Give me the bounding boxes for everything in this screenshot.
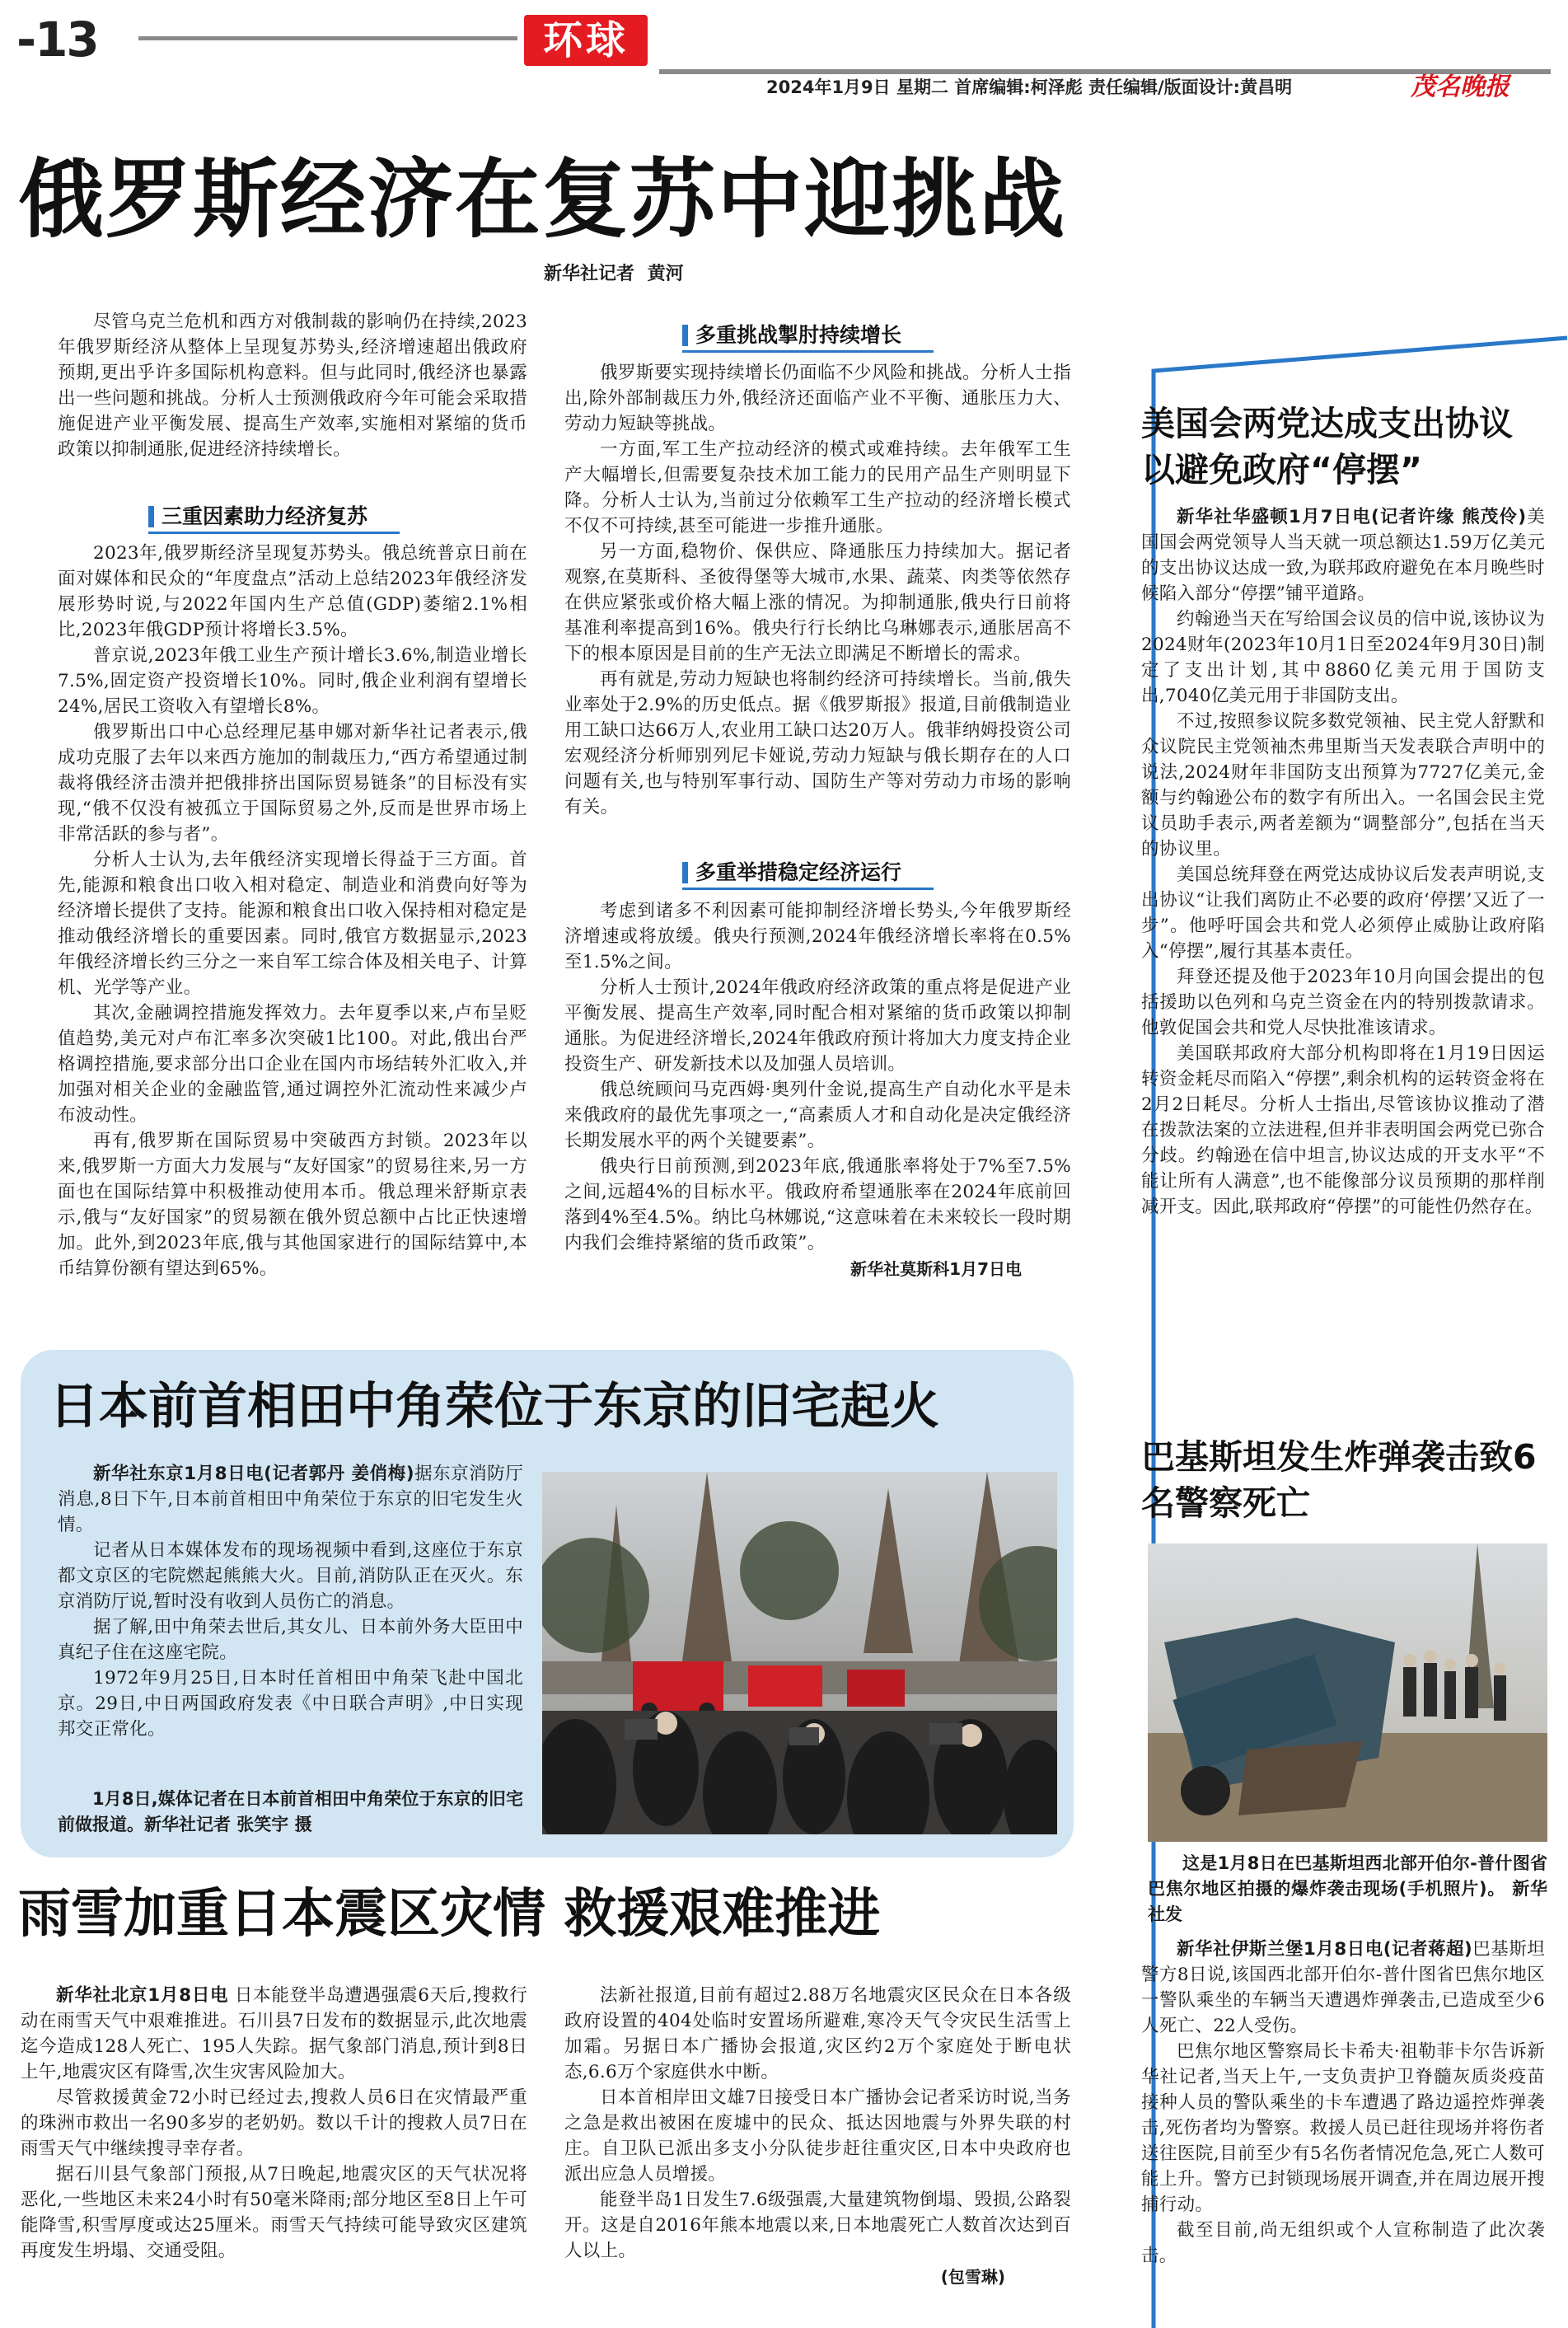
- quake-para: [21, 1983, 527, 2085]
- lead-para: 再有,俄罗斯在国际贸易中突破西方封锁。2023年以来,俄罗斯一方面大力发展与“友好国家”的贸易往来,另一方面也在国际结算中积极推动使用本币。俄总理米舒斯京表示,俄与“友好国家”的贸易额在俄外贸总额中占比正快速增加。此外,到2023年底,俄与其他国家进行的国际结算中,本币结算份额有望达到65%。: [58, 1131, 527, 1279]
- japan-fire-para: 1972年9月25日,日本时任首相田中角荣飞赴中国北京。29日,中日两国政府发表《中日联合声明》,中日实现邦交正常化。: [58, 1668, 523, 1740]
- lead-column-2b: [564, 898, 1071, 1280]
- quake-para-text: 日本能登半岛遭遇强震6天后,搜救行动在雨雪天气中艰难推进。石川县7日发布的数据显示,此次地震迄今造成128人死亡、195人失踪。据气象部门消息,预计到8日上午,地震灾区有降雪,次生灾害风险加大。: [21, 1985, 527, 2082]
- quake-para: 日本首相岸田文雄7日接受日本广播协会记者采访时说,当务之急是救出被困在废墟中的民众、抵达因地震与外界失联的村庄。自卫队已派出多支小分队徒步赶往重灾区,日本中央政府也派出应急人员增援。: [564, 2087, 1071, 2185]
- pakistan-photo: [1148, 1543, 1547, 1842]
- lead-para: 俄央行日前预测,到2023年底,俄通胀率将处于7%至7.5%之间,远超4%的目标水平。俄政府希望通胀率在2024年底前回落到4%至4.5%。纳比乌林娜说,“这意味着在未来较长一段时期内我们会维持紧缩的货币政策”。: [564, 1156, 1071, 1253]
- japan-fire-text: [58, 1461, 523, 1742]
- us-para: [1141, 504, 1545, 607]
- pakistan-para: [1141, 1937, 1545, 2039]
- page-number: -13: [16, 12, 98, 68]
- lead-para: 考虑到诸多不利因素可能抑制经济增长势头,今年俄罗斯经济增速或将放缓。俄央行预测,2024年俄经济增长率将在0.5%至1.5%之间。: [564, 901, 1071, 972]
- subhead-3: 多重举措稳定经济运行: [682, 859, 934, 887]
- dateline: 2024年1月9日 星期二 首席编辑:柯泽彪 责任编辑/版面设计:黄昌明: [766, 77, 1293, 97]
- brand-logo: 茂名晚报: [1411, 73, 1509, 101]
- us-story: [1141, 504, 1545, 1220]
- lead-para: 分析人士认为,去年俄经济实现增长得益于三方面。首先,能源和粮食出口收入相对稳定、制造业和消费向好等为经济增长提供了支持。能源和粮食出口收入保持相对稳定是推动俄经济增长的重要因素。同时,俄官方数据显示,2023年俄经济增长约三分之一来自军工综合体及相关电子、计算机、光学等产业。: [58, 850, 527, 998]
- us-para: 约翰逊当天在写给国会议员的信中说,该协议为2024财年(2023年10月1日至2024年9月30日)制定了支出计划,其中8860亿美元用于国防支出,7040亿美元用于非国防支出。: [1141, 609, 1545, 706]
- japan-fire-para: 据了解,田中角荣去世后,其女儿、日本前外务大臣田中真纪子住在这座宅院。: [58, 1617, 523, 1663]
- japan-fire-para: [58, 1461, 523, 1538]
- us-lead-bold: 新华社华盛顿1月7日电(记者许缘 熊茂伶): [1177, 507, 1527, 527]
- pakistan-caption: 这是1月8日在巴基斯坦西北部开伯尔-普什图省巴焦尔地区拍摄的爆炸袭击现场(手机照片)。 新华社发: [1148, 1853, 1547, 1924]
- lead-para: 普京说,2023年俄工业生产预计增长3.6%,制造业增长7.5%,固定资产投资增长10%。同时,俄企业利润有望增长24%,居民工资收入有望增长8%。: [58, 645, 527, 717]
- japan-fire-para: 记者从日本媒体发布的现场视频中看到,这座位于东京都文京区的宅院燃起熊熊大火。目前,消防队正在灭火。东京消防厅说,暂时没有收到人员伤亡的消息。: [58, 1540, 523, 1612]
- quake-para: 尽管救援黄金72小时已经过去,搜救人员6日在灾情最严重的珠洲市救出一名90多岁的老奶奶。数以千计的搜救人员7日在雨雪天气中继续搜寻幸存者。: [21, 2087, 527, 2159]
- japan-fire-para-text: 据东京消防厅消息,8日下午,日本前首相田中角荣位于东京的旧宅发生火情。: [58, 1464, 523, 1535]
- us-para-text: 美国国会两党领导人当天就一项总额达1.59万亿美元的支出协议达成一致,为联邦政府避免在本月晚些时候陷入部分“停摆”铺平道路。: [1141, 507, 1545, 604]
- lead-column-2a: [564, 360, 1071, 820]
- subhead-1: 三重因素助力经济复苏: [148, 503, 400, 531]
- section-badge: 环球: [524, 15, 648, 66]
- quake-para: 法新社报道,目前有超过2.88万名地震灾区民众在日本各级政府设置的404处临时安置场所避难,寒冷天气令灾民生活雪上加霜。另据日本广播协会报道,灾区约2万个家庭处于断电状态,6.6万个家庭供水中断。: [564, 1985, 1071, 2082]
- us-para: 不过,按照参议院多数党领袖、民主党人舒默和众议院民主党领袖杰弗里斯当天发表联合声明中的说法,2024财年非国防支出预算为7727亿美元,金额与约翰逊公布的数字有所出入。一名国会民主党议员助手表示,两者差额为“调整部分”,包括在当天的协议里。: [1141, 711, 1545, 860]
- quake-column-2: [564, 1983, 1071, 2288]
- lead-para: 其次,金融调控措施发挥效力。去年夏季以来,卢布呈贬值趋势,美元对卢布汇率多次突破1比100。对此,俄出台严格调控措施,要求部分出口企业在国内市场结转外汇收入,并加强对相关企业的金融监管,通过调控外汇流动性来减少卢布波动性。: [58, 1003, 527, 1126]
- lead-column-1-body: [58, 541, 527, 1281]
- quake-lead-bold: 新华社北京1月8日电: [56, 1985, 229, 2006]
- quake-headline: 雨雪加重日本震区灾情 救援艰难推进: [18, 1884, 881, 1945]
- lead-para: 再有就是,劳动力短缺也将制约经济可持续增长。当前,俄失业率处于2.9%的历史低点。据《俄罗斯报》报道,目前俄制造业用工缺口达66万人,农业用工缺口达20万人。俄菲纳姆投资公司宏观经济分析师别列尼卡娅说,劳动力短缺与俄长期存在的人口问题有关,也与特别军事行动、国防生产等对劳动力市场的影响有关。: [564, 669, 1071, 817]
- lead-column-1: [58, 309, 527, 462]
- pakistan-headline: 巴基斯坦发生炸弹袭击致6名警察死亡: [1141, 1437, 1537, 1523]
- quake-para: 能登半岛1日发生7.6级强震,大量建筑物倒塌、毁损,公路裂开。这是自2016年熊本地震以来,日本地震死亡人数首次达到百人以上。: [564, 2190, 1071, 2261]
- header-rule-left: [138, 36, 517, 40]
- quake-column-1: [21, 1983, 527, 2264]
- lead-intro: 尽管乌克兰危机和西方对俄制裁的影响仍在持续,2023年俄罗斯经济从整体上呈现复苏势头,经济增速超出俄政府预期,更出乎许多国际机构意料。但与此同时,俄经济也暴露出一些问题和挑战。分析人士预测俄政府今年可能会采取措施促进产业平衡发展、提高生产效率,实施相对紧缩的货币政策以抑制通胀,促进经济持续增长。: [58, 311, 527, 460]
- pakistan-story: [1141, 1937, 1545, 2269]
- lead-para: 2023年,俄罗斯经济呈现复苏势头。俄总统普京日前在面对媒体和民众的“年度盘点”活动上总结2023年俄经济发展形势时说,与2022年国内生产总值(GDP)萎缩2.1%相比,2023年俄GDP预计将增长3.5%。: [58, 543, 527, 640]
- japan-fire-caption: 1月8日,媒体记者在日本前首相田中角荣位于东京的旧宅前做报道。新华社记者 张笑宇 摄: [58, 1789, 523, 1834]
- japan-fire-headline: 日本前首相田中角荣位于东京的旧宅起火: [49, 1378, 939, 1436]
- pakistan-para: 巴焦尔地区警察局长卡希夫·祖勒菲卡尔告诉新华社记者,当天上午,一支负责护卫脊髓灰质炎疫苗接种人员的警队乘坐的卡车遭遇了路边遥控炸弹袭击,死伤者均为警察。救援人员已赶往现场并将伤者送往医院,目前至少有5名伤者情况危急,死亡人数可能上升。警方已封锁现场展开调查,并在周边展开搜捕行动。: [1141, 2041, 1545, 2215]
- quake-para: 据石川县气象部门预报,从7日晚起,地震灾区的天气状况将恶化,一些地区未来24小时有50毫米降雨;部分地区至8日上午可能降雪,积雪厚度或达25厘米。雨雪天气持续可能导致灾区建筑再度发生坍塌、交通受阻。: [21, 2164, 527, 2261]
- quake-credit: (包雪琳): [940, 2267, 1005, 2287]
- us-para: 拜登还提及他于2023年10月向国会提出的包括援助以色列和乌克兰资金在内的特别拨款请求。他敦促国会共和党人尽快批准该请求。: [1141, 967, 1545, 1038]
- lead-para: 另一方面,稳物价、保供应、降通胀压力持续加大。据记者观察,在莫斯科、圣彼得堡等大城市,水果、蔬菜、肉类等依然存在供应紧张或价格大幅上涨的情况。为抑制通胀,俄央行日前将基准利率提高到16%。俄央行行长纳比乌琳娜表示,通胀居高不下的根本原因是目前的生产无法立即满足不断增长的需求。: [564, 541, 1071, 664]
- pakistan-para-text: 巴基斯坦警方8日说,该国西北部开伯尔-普什图省巴焦尔地区一警队乘坐的车辆当天遭遇炸弹袭击,已造成至少6人死亡、22人受伤。: [1141, 1939, 1545, 2036]
- lead-para: 俄总统顾问马克西姆·奥列什金说,提高生产自动化水平是未来俄政府的最优先事项之一,“高素质人才和自动化是决定俄经济长期发展水平的两个关键要素”。: [564, 1080, 1071, 1151]
- pakistan-para: 截至目前,尚无组织或个人宣称制造了此次袭击。: [1141, 2220, 1545, 2266]
- lead-byline: 新华社记者 黄河: [544, 264, 684, 284]
- japan-fire-photo: [542, 1472, 1057, 1834]
- us-para: 美国联邦政府大部分机构即将在1月19日因运转资金耗尽而陷入“停摆”,剩余机构的运转资金将在2月2日耗尽。分析人士指出,尽管该协议推动了潜在拨款法案的立法进程,但并非表明国会两党已弥合分歧。约翰逊在信中坦言,协议达成的开支水平“不能让所有人满意”,也不能像部分议员预期的那样削减开支。因此,联邦政府“停摆”的可能性仍然存在。: [1141, 1043, 1545, 1217]
- lead-para: 一方面,军工生产拉动经济的模式或难持续。去年俄军工生产大幅增长,但需要复杂技术加工能力的民用产品生产则明显下降。分析人士认为,当前过分依赖军工生产拉动的经济增长模式不仅不可持续,甚至可能进一步推升通胀。: [564, 439, 1071, 536]
- lead-headline: 俄罗斯经济在复苏中迎挑战: [18, 149, 1067, 250]
- japan-fire-lead-bold: 新华社东京1月8日电(记者郭丹 姜俏梅): [93, 1464, 414, 1484]
- pakistan-lead-bold: 新华社伊斯兰堡1月8日电(记者蒋超): [1177, 1939, 1473, 1960]
- subhead-2: 多重挑战掣肘持续增长: [682, 321, 934, 349]
- lead-para: 分析人士预计,2024年俄政府经济政策的重点将是促进产业平衡发展、提高生产效率,同时配合相对紧缩的货币政策以抑制通胀。为促进经济增长,2024年俄政府预计将加大力度支持企业投资生产、研发新技术以及加强人员培训。: [564, 977, 1071, 1075]
- us-para: 美国总统拜登在两党达成协议后发表声明说,支出协议“让我们离防止不必要的政府‘停摆’又近了一步”。他呼吁国会共和党人必须停止威胁让政府陷入“停摆”,履行其基本责任。: [1141, 864, 1545, 962]
- lead-para: 俄罗斯要实现持续增长仍面临不少风险和挑战。分析人士指出,除外部制裁压力外,俄经济还面临产业不平衡、通胀压力大、劳动力短缺等挑战。: [564, 363, 1071, 434]
- lead-para: 俄罗斯出口中心总经理尼基申娜对新华社记者表示,俄成功克服了去年以来西方施加的制裁压力,“西方希望通过制裁将俄经济击溃并把俄排挤出国际贸易链条”的目标没有实现,“俄不仅没有被孤立于国际贸易之外,反而是世界市场上非常活跃的参与者”。: [58, 722, 527, 845]
- us-headline: 美国会两党达成支出协议以避免政府“停摆”: [1141, 404, 1513, 489]
- lead-end-byline: 新华社莫斯科1月7日电: [850, 1259, 1022, 1279]
